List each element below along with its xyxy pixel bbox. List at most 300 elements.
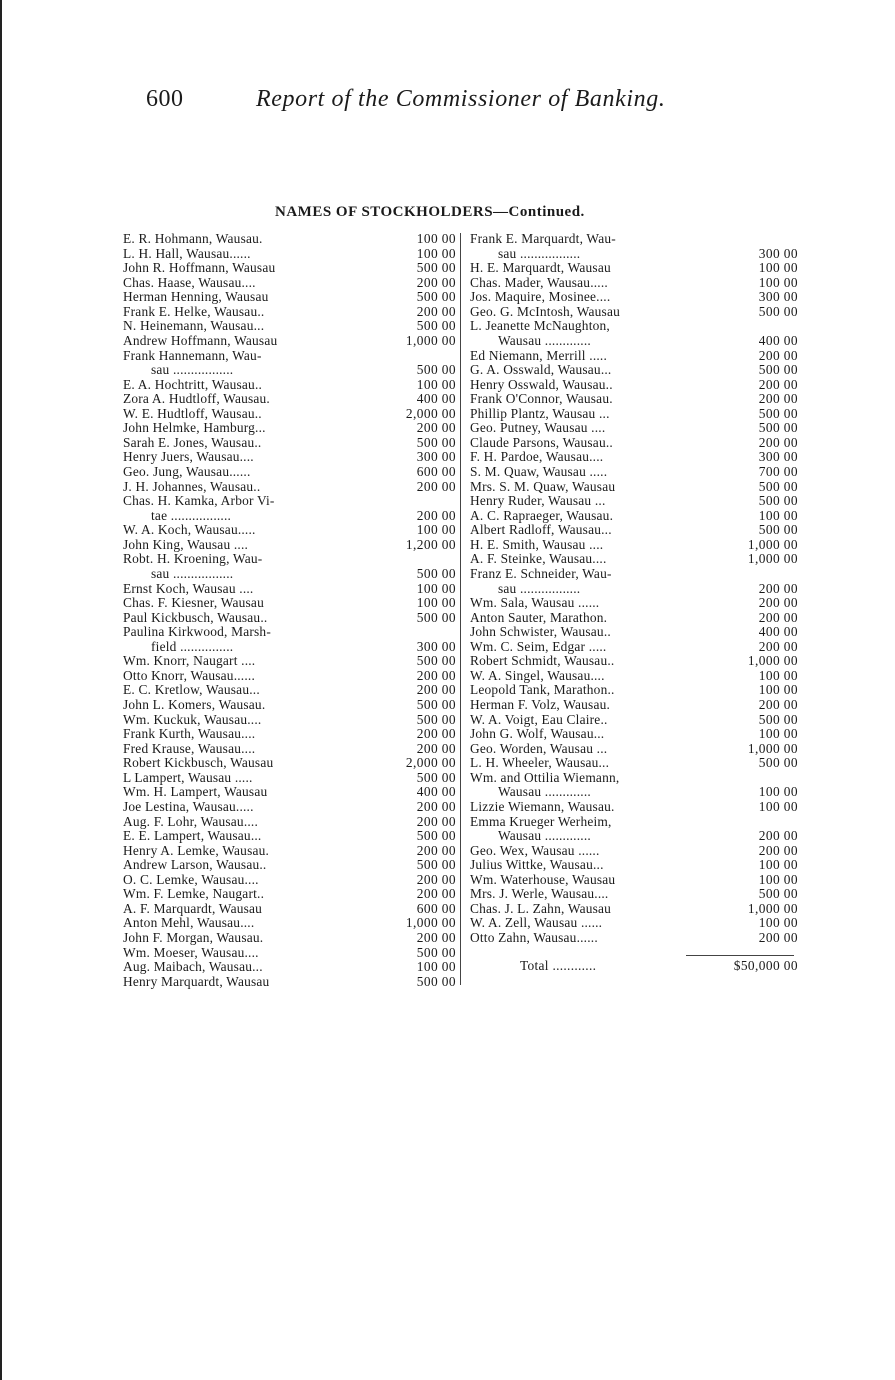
stockholder-name: sau ................. xyxy=(151,362,234,378)
stock-amount: 500 00 xyxy=(758,755,798,771)
stockholder-row xyxy=(470,596,798,611)
stockholder-row xyxy=(123,596,456,611)
page-number: 600 xyxy=(146,86,184,112)
stockholder-row xyxy=(470,392,798,407)
stockholder-name: John Helmke, Hamburg... xyxy=(123,420,266,436)
stockholder-row xyxy=(470,669,798,684)
stockholder-row xyxy=(123,392,456,407)
stockholder-name: Zora A. Hudtloff, Wausau. xyxy=(123,391,270,407)
stockholder-row xyxy=(470,567,798,582)
stockholder-name: Geo. Wex, Wausau ...... xyxy=(470,842,600,858)
stockholder-name: Henry Marquardt, Wausau xyxy=(123,973,270,989)
stockholder-row xyxy=(123,334,456,349)
stockholder-row xyxy=(123,698,456,713)
stockholder-row xyxy=(123,756,456,771)
stockholder-name: Wm. Waterhouse, Wausau xyxy=(470,871,616,887)
stockholder-row xyxy=(123,363,456,378)
stockholder-row xyxy=(470,523,798,538)
stock-amount: 200 00 xyxy=(416,740,456,756)
stockholder-row xyxy=(470,247,798,262)
stockholder-row xyxy=(470,261,798,276)
stockholder-row xyxy=(470,552,798,567)
stockholder-name: Frank Kurth, Wausau.... xyxy=(123,726,256,742)
stockholder-name: Phillip Plantz, Wausau ... xyxy=(470,405,610,421)
stockholder-name: Herman Henning, Wausau xyxy=(123,289,269,305)
stockholder-row xyxy=(470,887,798,902)
stockholder-row xyxy=(123,815,456,830)
stockholder-row xyxy=(470,538,798,553)
stock-amount: 1,000 00 xyxy=(747,900,798,916)
stockholder-row xyxy=(123,727,456,742)
stockholder-name: A. F. Steinke, Wausau.... xyxy=(470,551,607,567)
stockholder-row xyxy=(123,436,456,451)
stockholder-row xyxy=(470,873,798,888)
stock-amount: 200 00 xyxy=(416,871,456,887)
stock-amount: 200 00 xyxy=(416,274,456,290)
stockholder-name: Wm. Knorr, Naugart .... xyxy=(123,653,256,669)
stockholder-name: Sarah E. Jones, Wausau.. xyxy=(123,434,262,450)
stock-amount: 200 00 xyxy=(416,303,456,319)
stock-amount: 500 00 xyxy=(416,944,456,960)
stock-amount: 500 00 xyxy=(758,493,798,509)
stockholder-row xyxy=(470,349,798,364)
stockholder-name: Aug. Maibach, Wausau... xyxy=(123,959,263,975)
stockholder-row xyxy=(470,465,798,480)
stockholder-name: Frank E. Helke, Wausau.. xyxy=(123,303,265,319)
stockholder-name: Wm. Sala, Wausau ...... xyxy=(470,595,600,611)
stock-amount: 1,000 00 xyxy=(747,536,798,552)
stockholder-row xyxy=(470,829,798,844)
section-title: NAMES OF STOCKHOLDERS—Continued. xyxy=(275,204,585,220)
stockholder-row xyxy=(123,771,456,786)
stockholder-name: Lizzie Wiemann, Wausau. xyxy=(470,798,615,814)
stockholder-name: Chas. H. Kamka, Arbor Vi- xyxy=(123,493,275,509)
stock-amount: 500 00 xyxy=(416,362,456,378)
stockholder-name: Chas. Haase, Wausau.... xyxy=(123,274,256,290)
stockholder-row xyxy=(470,785,798,800)
stock-amount: 200 00 xyxy=(758,595,798,611)
stockholder-name: John Schwister, Wausau.. xyxy=(470,624,611,640)
stockholder-name: L. H. Wheeler, Wausau... xyxy=(470,755,610,771)
stockholder-row xyxy=(123,873,456,888)
stockholder-name: Wausau ............. xyxy=(498,828,591,844)
stockholder-row xyxy=(470,363,798,378)
stockholder-row xyxy=(470,815,798,830)
stockholder-row xyxy=(123,538,456,553)
stock-amount: 500 00 xyxy=(758,478,798,494)
stockholder-name: A. F. Marquardt, Wausau xyxy=(123,900,263,916)
stock-amount: 400 00 xyxy=(416,391,456,407)
stockholder-name: L. H. Hall, Wausau...... xyxy=(123,245,251,261)
stockholder-name: Ed Niemann, Merrill ..... xyxy=(470,347,608,363)
stockholder-name: W. A. Voigt, Eau Claire.. xyxy=(470,711,608,727)
stockholder-row xyxy=(123,407,456,422)
stockholder-name: Joe Lestina, Wausau..... xyxy=(123,798,254,814)
stockholder-name: W. A. Koch, Wausau..... xyxy=(123,522,256,538)
stock-amount: 500 00 xyxy=(416,289,456,305)
total-label: Total ............ xyxy=(520,958,597,973)
stock-amount: 200 00 xyxy=(416,682,456,698)
stockholder-name: L Lampert, Wausau ..... xyxy=(123,769,253,785)
stockholder-name: Franz E. Schneider, Wau- xyxy=(470,565,612,581)
stockholder-name: Paulina Kirkwood, Marsh- xyxy=(123,624,271,640)
stockholder-row xyxy=(470,611,798,626)
stock-amount: 500 00 xyxy=(758,711,798,727)
stockholder-row xyxy=(470,305,798,320)
stockholder-name: Paul Kickbusch, Wausau.. xyxy=(123,609,268,625)
stockholder-row xyxy=(123,480,456,495)
stock-amount: 200 00 xyxy=(758,609,798,625)
stock-amount: 200 00 xyxy=(416,726,456,742)
stock-amount: 200 00 xyxy=(758,347,798,363)
stockholder-row xyxy=(123,829,456,844)
column-divider xyxy=(460,233,461,985)
stockholder-name: F. H. Pardoe, Wausau.... xyxy=(470,449,604,465)
stockholder-name: Frank E. Marquardt, Wau- xyxy=(470,231,616,246)
stock-amount: 500 00 xyxy=(416,653,456,669)
stockholder-name: Geo. Jung, Wausau...... xyxy=(123,464,251,479)
page-edge-border xyxy=(0,0,2,1380)
stockholder-row xyxy=(123,567,456,582)
stockholder-name: Wm. Moeser, Wausau.... xyxy=(123,944,259,960)
stockholders-column-right xyxy=(470,232,798,946)
stockholder-name: Chas. J. L. Zahn, Wausau xyxy=(470,900,612,916)
stockholder-row xyxy=(470,494,798,509)
stockholder-row xyxy=(123,713,456,728)
stock-amount: 300 00 xyxy=(416,638,456,654)
stockholder-row xyxy=(123,858,456,873)
stockholder-row xyxy=(470,319,798,334)
stockholder-name: G. A. Osswald, Wausau... xyxy=(470,362,612,378)
stock-amount: 200 00 xyxy=(758,434,798,450)
stock-amount: 200 00 xyxy=(758,697,798,712)
stockholder-row xyxy=(123,465,456,480)
stockholder-row xyxy=(470,290,798,305)
stock-amount: 100 00 xyxy=(416,231,456,246)
stockholder-name: H. E. Marquardt, Wausau xyxy=(470,260,611,276)
stockholder-name: John L. Komers, Wausau. xyxy=(123,697,266,712)
stockholder-name: Albert Radloff, Wausau... xyxy=(470,522,612,538)
stockholder-name: sau ................. xyxy=(151,565,234,581)
stockholder-row xyxy=(123,582,456,597)
stockholder-row xyxy=(123,960,456,975)
stockholder-name: Emma Krueger Werheim, xyxy=(470,813,612,829)
stockholder-row xyxy=(470,742,798,757)
stockholder-row xyxy=(470,582,798,597)
stockholder-name: John R. Hoffmann, Wausau xyxy=(123,260,276,276)
stockholder-row xyxy=(470,756,798,771)
stockholder-row xyxy=(470,800,798,815)
stockholder-row xyxy=(470,698,798,713)
stock-amount: 500 00 xyxy=(758,303,798,319)
stockholder-name: Chas. Mader, Wausau..... xyxy=(470,274,608,290)
stockholder-row xyxy=(123,378,456,393)
stockholder-name: W. A. Zell, Wausau ...... xyxy=(470,915,603,931)
stockholder-row xyxy=(470,625,798,640)
stockholder-row xyxy=(123,247,456,262)
stockholder-row xyxy=(470,480,798,495)
stockholders-column-left xyxy=(123,232,456,989)
stockholder-row xyxy=(123,290,456,305)
stock-amount: 100 00 xyxy=(758,507,798,523)
stock-amount: 200 00 xyxy=(416,507,456,523)
stock-amount: 100 00 xyxy=(758,871,798,887)
stockholder-name: Ernst Koch, Wausau .... xyxy=(123,580,254,596)
stockholder-name: John G. Wolf, Wausau... xyxy=(470,726,605,742)
stock-amount: 1,000 00 xyxy=(747,740,798,756)
stock-amount: 500 00 xyxy=(416,318,456,334)
stockholder-row xyxy=(123,800,456,815)
stockholder-name: S. M. Quaw, Wausau ..... xyxy=(470,464,608,479)
stockholder-name: sau ................. xyxy=(498,245,581,261)
stockholder-row xyxy=(123,669,456,684)
stockholder-row xyxy=(123,640,456,655)
stockholder-name: Fred Krause, Wausau.... xyxy=(123,740,256,756)
stockholder-name: Jos. Maquire, Mosinee.... xyxy=(470,289,611,305)
stockholder-name: Wm. Kuckuk, Wausau.... xyxy=(123,711,262,727)
stockholder-row xyxy=(123,509,456,524)
stockholder-name: Wm. and Ottilia Wiemann, xyxy=(470,769,620,785)
stockholder-name: Wausau ............. xyxy=(498,784,591,800)
stock-amount: 2,000 00 xyxy=(405,405,456,421)
stockholder-name: Mrs. J. Werle, Wausau.... xyxy=(470,886,609,902)
stockholder-row xyxy=(470,276,798,291)
stockholder-name: Chas. F. Kiesner, Wausau xyxy=(123,595,264,611)
stock-amount: 100 00 xyxy=(416,376,456,392)
stock-amount: 1,200 00 xyxy=(405,536,456,552)
stock-amount: 200 00 xyxy=(416,420,456,436)
stock-amount: 200 00 xyxy=(758,828,798,844)
stock-amount: 100 00 xyxy=(758,726,798,742)
stock-amount: 100 00 xyxy=(758,857,798,873)
stockholder-name: L. Jeanette McNaughton, xyxy=(470,318,610,334)
stock-amount: 300 00 xyxy=(416,449,456,465)
stock-amount: 500 00 xyxy=(758,362,798,378)
stockholder-row xyxy=(470,902,798,917)
stock-amount: 500 00 xyxy=(416,697,456,712)
stock-amount: 300 00 xyxy=(758,449,798,465)
stockholder-row xyxy=(470,654,798,669)
stock-amount: 200 00 xyxy=(758,580,798,596)
stock-amount: 500 00 xyxy=(416,828,456,844)
stock-amount: 500 00 xyxy=(758,522,798,538)
stock-amount: 600 00 xyxy=(416,900,456,916)
stockholder-row xyxy=(470,421,798,436)
stockholder-name: Julius Wittke, Wausau... xyxy=(470,857,604,873)
stockholder-row xyxy=(470,232,798,247)
stock-amount: 100 00 xyxy=(416,522,456,538)
stockholder-name: John F. Morgan, Wausau. xyxy=(123,930,264,945)
stockholder-row xyxy=(123,916,456,931)
stock-amount: 300 00 xyxy=(758,245,798,261)
stockholder-name: Geo. Worden, Wausau ... xyxy=(470,740,608,756)
stock-amount: 100 00 xyxy=(758,274,798,290)
stockholder-name: Herman F. Volz, Wausau. xyxy=(470,697,611,712)
stockholder-name: Robert Kickbusch, Wausau xyxy=(123,755,274,771)
stockholder-name: Geo. Putney, Wausau .... xyxy=(470,420,606,436)
stockholder-name: E. A. Hochtritt, Wausau.. xyxy=(123,376,263,392)
stock-amount: 200 00 xyxy=(416,930,456,945)
stock-amount: 200 00 xyxy=(758,638,798,654)
stockholder-name: Claude Parsons, Wausau.. xyxy=(470,434,613,450)
stockholder-row xyxy=(470,436,798,451)
stock-amount: 100 00 xyxy=(416,959,456,975)
stockholder-row xyxy=(123,931,456,946)
stockholder-row xyxy=(123,349,456,364)
stockholder-name: Otto Knorr, Wausau...... xyxy=(123,667,255,683)
stock-amount: 100 00 xyxy=(416,245,456,261)
stock-amount: 500 00 xyxy=(416,857,456,873)
stock-amount: 100 00 xyxy=(758,682,798,698)
stockholder-row xyxy=(123,611,456,626)
stock-amount: 500 00 xyxy=(416,609,456,625)
stockholder-name: W. A. Singel, Wausau.... xyxy=(470,667,605,683)
stockholder-row xyxy=(470,916,798,931)
stock-amount: 100 00 xyxy=(416,595,456,611)
stockholder-name: Wausau ............. xyxy=(498,332,591,348)
stock-amount: 200 00 xyxy=(758,842,798,858)
stock-amount: 500 00 xyxy=(416,565,456,581)
stock-amount: 1,000 00 xyxy=(405,332,456,348)
stockholder-row xyxy=(470,640,798,655)
stockholder-row xyxy=(123,887,456,902)
stockholder-name: O. C. Lemke, Wausau.... xyxy=(123,871,259,887)
stockholder-row xyxy=(123,654,456,669)
stock-amount: 500 00 xyxy=(416,973,456,989)
stockholder-row xyxy=(123,232,456,247)
stockholder-row xyxy=(470,727,798,742)
stock-amount: 500 00 xyxy=(416,434,456,450)
stock-amount: 200 00 xyxy=(416,886,456,902)
stock-amount: 100 00 xyxy=(758,784,798,800)
stock-amount: 700 00 xyxy=(758,464,798,479)
stock-amount: 100 00 xyxy=(758,260,798,276)
stock-amount: 200 00 xyxy=(416,798,456,814)
stockholder-name: N. Heinemann, Wausau... xyxy=(123,318,265,334)
stockholder-name: A. C. Rapraeger, Wausau. xyxy=(470,507,614,523)
stockholder-row xyxy=(470,450,798,465)
stockholder-name: Wm. H. Lampert, Wausau xyxy=(123,784,268,800)
stockholder-row xyxy=(123,523,456,538)
stock-amount: 200 00 xyxy=(758,376,798,392)
stockholder-name: Frank Hannemann, Wau- xyxy=(123,347,262,363)
stock-amount: 400 00 xyxy=(758,332,798,348)
stockholder-row xyxy=(123,494,456,509)
stockholder-name: Wm. C. Seim, Edgar ..... xyxy=(470,638,607,654)
running-head-title: Report of the Commissioner of Banking. xyxy=(256,86,666,112)
stockholder-row xyxy=(123,305,456,320)
stockholder-name: E. E. Lampert, Wausau... xyxy=(123,828,262,844)
stock-amount: 200 00 xyxy=(416,667,456,683)
stockholder-name: sau ................. xyxy=(498,580,581,596)
stockholder-row xyxy=(470,858,798,873)
stockholder-name: Otto Zahn, Wausau...... xyxy=(470,930,598,945)
stockholder-name: Anton Sauter, Marathon. xyxy=(470,609,608,625)
stock-amount: 500 00 xyxy=(758,886,798,902)
stockholder-row xyxy=(470,931,798,946)
stockholder-row xyxy=(123,844,456,859)
stockholder-name: field ............... xyxy=(151,638,234,654)
stockholder-name: Henry Juers, Wausau.... xyxy=(123,449,254,465)
stock-amount: 100 00 xyxy=(416,580,456,596)
stockholder-name: Robert Schmidt, Wausau.. xyxy=(470,653,615,669)
stockholder-name: Robt. H. Kroening, Wau- xyxy=(123,551,263,567)
stockholder-row xyxy=(123,276,456,291)
stock-amount: 1,000 00 xyxy=(405,915,456,931)
stock-amount: 100 00 xyxy=(758,915,798,931)
stockholder-row xyxy=(470,334,798,349)
stock-amount: 600 00 xyxy=(416,464,456,479)
stock-amount: 1,000 00 xyxy=(747,551,798,567)
stockholder-row xyxy=(123,319,456,334)
stock-amount: 400 00 xyxy=(758,624,798,640)
stock-amount: 500 00 xyxy=(416,769,456,785)
stockholder-name: Henry A. Lemke, Wausau. xyxy=(123,842,270,858)
stockholder-name: Leopold Tank, Marathon.. xyxy=(470,682,615,698)
stockholder-row xyxy=(470,407,798,422)
stock-amount: 400 00 xyxy=(416,784,456,800)
stockholder-row xyxy=(123,742,456,757)
stock-amount: 500 00 xyxy=(416,711,456,727)
stock-amount: 500 00 xyxy=(758,420,798,436)
stockholder-name: Mrs. S. M. Quaw, Wausau xyxy=(470,478,616,494)
stockholder-name: Aug. F. Lohr, Wausau.... xyxy=(123,813,259,829)
stockholder-name: Henry Osswald, Wausau.. xyxy=(470,376,613,392)
stockholder-row xyxy=(123,625,456,640)
stockholder-name: E. R. Hohmann, Wausau. xyxy=(123,231,263,246)
stockholder-row xyxy=(470,378,798,393)
stockholder-row xyxy=(123,421,456,436)
stockholder-name: J. H. Johannes, Wausau.. xyxy=(123,478,261,494)
stock-amount: 500 00 xyxy=(758,405,798,421)
total-amount: $50,000 00 xyxy=(733,958,798,973)
stockholder-row xyxy=(123,902,456,917)
stockholder-name: Henry Ruder, Wausau ... xyxy=(470,493,606,509)
stockholder-name: John King, Wausau .... xyxy=(123,536,249,552)
stockholder-row xyxy=(123,683,456,698)
stock-amount: 1,000 00 xyxy=(747,653,798,669)
stockholder-row xyxy=(123,785,456,800)
stock-amount: 2,000 00 xyxy=(405,755,456,771)
stockholder-row xyxy=(470,771,798,786)
stockholder-name: Frank O'Connor, Wausau. xyxy=(470,391,613,407)
total-rule xyxy=(686,955,794,956)
stock-amount: 500 00 xyxy=(416,260,456,276)
stockholder-row xyxy=(470,713,798,728)
stockholder-row xyxy=(470,683,798,698)
stockholder-name: H. E. Smith, Wausau .... xyxy=(470,536,604,552)
stockholder-row xyxy=(123,946,456,961)
stockholder-name: E. C. Kretlow, Wausau... xyxy=(123,682,260,698)
stock-amount: 100 00 xyxy=(758,667,798,683)
stockholder-name: Geo. G. McIntosh, Wausau xyxy=(470,303,621,319)
stock-amount: 200 00 xyxy=(758,391,798,407)
stockholder-row xyxy=(470,844,798,859)
stockholder-row xyxy=(123,552,456,567)
stock-amount: 200 00 xyxy=(416,478,456,494)
stockholder-name: Andrew Larson, Wausau.. xyxy=(123,857,267,873)
stockholder-row xyxy=(123,261,456,276)
stockholder-row xyxy=(123,975,456,990)
stockholder-name: Wm. F. Lemke, Naugart.. xyxy=(123,886,265,902)
stockholder-name: Andrew Hoffmann, Wausau xyxy=(123,332,278,348)
stock-amount: 300 00 xyxy=(758,289,798,305)
stockholder-name: Anton Mehl, Wausau.... xyxy=(123,915,255,931)
stock-amount: 100 00 xyxy=(758,798,798,814)
stock-amount: 200 00 xyxy=(416,813,456,829)
stock-amount: 200 00 xyxy=(416,842,456,858)
stockholder-name: tae ................. xyxy=(151,507,232,523)
